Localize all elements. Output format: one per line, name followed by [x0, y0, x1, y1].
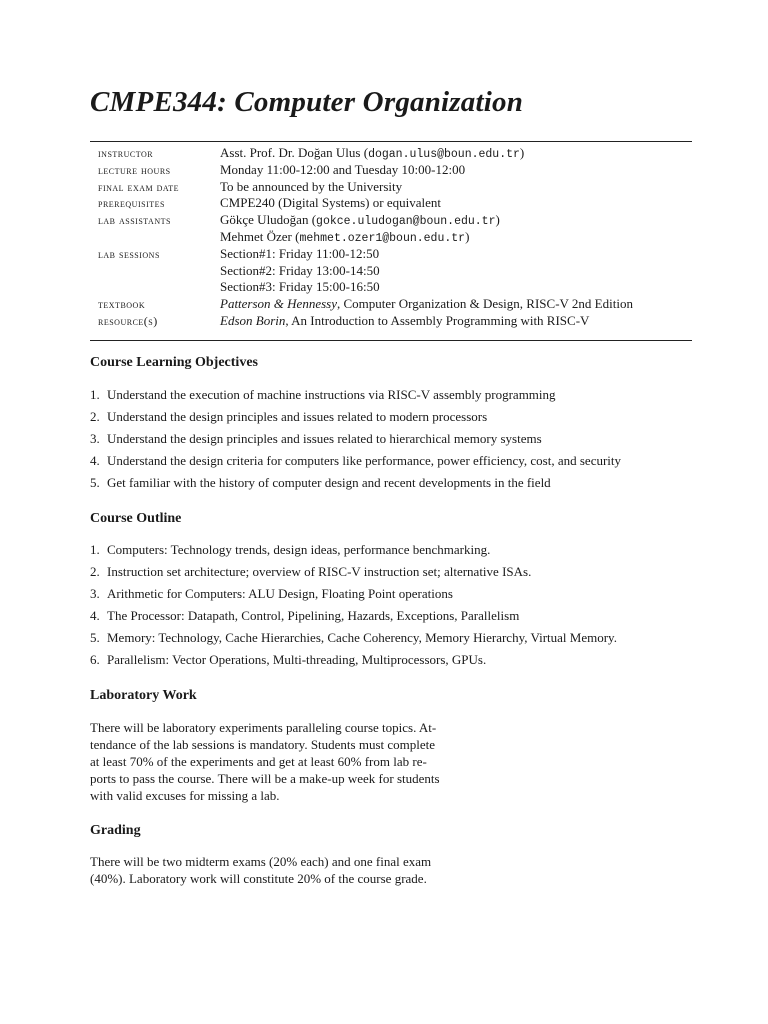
- info-row-resources: [90, 313, 633, 330]
- info-row-lab-assistant-2: Mehmet Özer (mehmet.ozer1@boun.edu.tr): [220, 228, 470, 245]
- instructor-name: Asst. Prof. Dr. Doğan Ulus: [220, 145, 361, 160]
- course-info-table: [90, 145, 633, 330]
- lab-assistants-label: lab assistants: [98, 213, 171, 228]
- final-exam-value: To be announced by the University: [220, 178, 403, 194]
- list-item: 4. The Processor: Datapath, Control, Pipelining, Hazards, Exceptions, Parallelism: [90, 608, 520, 623]
- info-row-textbook: [90, 296, 633, 313]
- list-item: 5. Memory: Technology, Cache Hierarchies, Cache Coherency, Memory Hierarchy, Virtual Memory.: [90, 630, 617, 645]
- info-row-lab-session-1: [90, 246, 633, 263]
- list-item: 3. Arithmetic for Computers: ALU Design, Floating Point operations: [90, 586, 453, 601]
- page-title: CMPE344: Computer Organization: [90, 86, 524, 118]
- top-rule: [90, 141, 692, 142]
- info-row-lecture-hours: [90, 162, 633, 179]
- lecture-hours-value: Monday 11:00-12:00 and Tuesday 10:00-12:00: [220, 161, 466, 177]
- objectives-list: [90, 384, 621, 494]
- lab-session: Section#1: Friday 11:00-12:50: [220, 245, 380, 261]
- list-item: 2. Instruction set architecture; overview of RISC-V instruction set; alternative ISAs.: [90, 564, 532, 579]
- list-item: 4. Understand the design criteria for computers like performance, power efficiency, cost, and security: [90, 453, 622, 468]
- resources-label: resource(s): [98, 313, 158, 328]
- lab-work-heading: Laboratory Work: [90, 688, 197, 703]
- info-row-lab-session-3: [90, 279, 633, 296]
- list-item: 1. Computers: Technology trends, design ideas, performance benchmarking.: [90, 542, 491, 557]
- textbook-label: textbook: [98, 297, 146, 312]
- info-row-instructor: instructor Asst. Prof. Dr. Doğan Ulus (dogan.ulus@boun.edu.tr): [90, 145, 633, 162]
- info-row-lab-assistant-1: lab assistants Gökçe Uludoğan (gokce.uludogan@boun.edu.tr): [90, 212, 633, 229]
- prerequisites-value: CMPE240 (Digital Systems) or equivalent: [220, 195, 441, 211]
- list-item: 5. Get familiar with the history of computer design and recent developments in the field: [90, 475, 551, 490]
- lab-work-paragraph: There will be laboratory experiments paralleling course topics. At- tendance of the lab sessions is mandatory. Students must complete at least 70% of the experiments and get at least 60% from lab re- ports to pass the course. There will be a make-up week for students with valid excuses for missing a lab.: [90, 720, 440, 803]
- info-row-final-exam: [90, 179, 633, 196]
- lab-assistant-name: Gökçe Uludoğan: [220, 212, 309, 228]
- lecture-hours-label: lecture hours: [98, 162, 171, 177]
- lab-assistant-name: Mehmet Özer: [220, 228, 292, 244]
- list-item: 1. Understand the execution of machine instructions via RISC-V assembly programming: [90, 387, 556, 402]
- textbook-title: , Computer Organization & Design, RISC-V 2nd Edition: [336, 296, 633, 312]
- lab-session: Section#3: Friday 15:00-16:50: [220, 279, 380, 295]
- list-item: 6. Parallelism: Vector Operations, Multi-threading, Multiprocessors, GPUs.: [90, 652, 487, 667]
- lab-sessions-label: lab sessions: [98, 246, 160, 261]
- info-row-lab-session-2: [90, 263, 633, 280]
- list-item: 2. Understand the design principles and issues related to modern processors: [90, 409, 488, 424]
- instructor-email[interactable]: dogan.ulus@boun.edu.tr: [368, 148, 520, 161]
- info-row-prerequisites: [90, 195, 633, 212]
- objectives-heading: Course Learning Objectives: [90, 355, 258, 370]
- outline-list: [90, 539, 617, 671]
- prerequisites-label: prerequisites: [98, 196, 165, 211]
- resource-authors: Edson Borin: [220, 312, 286, 328]
- lab-session: Section#2: Friday 13:00-14:50: [220, 262, 380, 278]
- resource-title: , An Introduction to Assembly Programming with RISC-V: [285, 312, 590, 328]
- final-exam-label: final exam date: [98, 179, 180, 194]
- lab-assistant-email[interactable]: gokce.uludogan@boun.edu.tr: [316, 215, 496, 229]
- bottom-rule: [90, 340, 692, 341]
- grading-heading: Grading: [90, 823, 141, 838]
- instructor-label: instructor: [98, 146, 154, 160]
- grading-paragraph: There will be two midterm exams (20% each) and one final exam (40%). Laboratory work will constitute 20% of the course grade.: [90, 854, 432, 886]
- outline-heading: Course Outline: [90, 511, 182, 526]
- textbook-authors: Patterson & Hennessy: [220, 296, 337, 312]
- lab-assistant-email[interactable]: mehmet.ozer1@boun.edu.tr: [299, 231, 466, 245]
- list-item: 3. Understand the design principles and issues related to hierarchical memory systems: [90, 431, 542, 446]
